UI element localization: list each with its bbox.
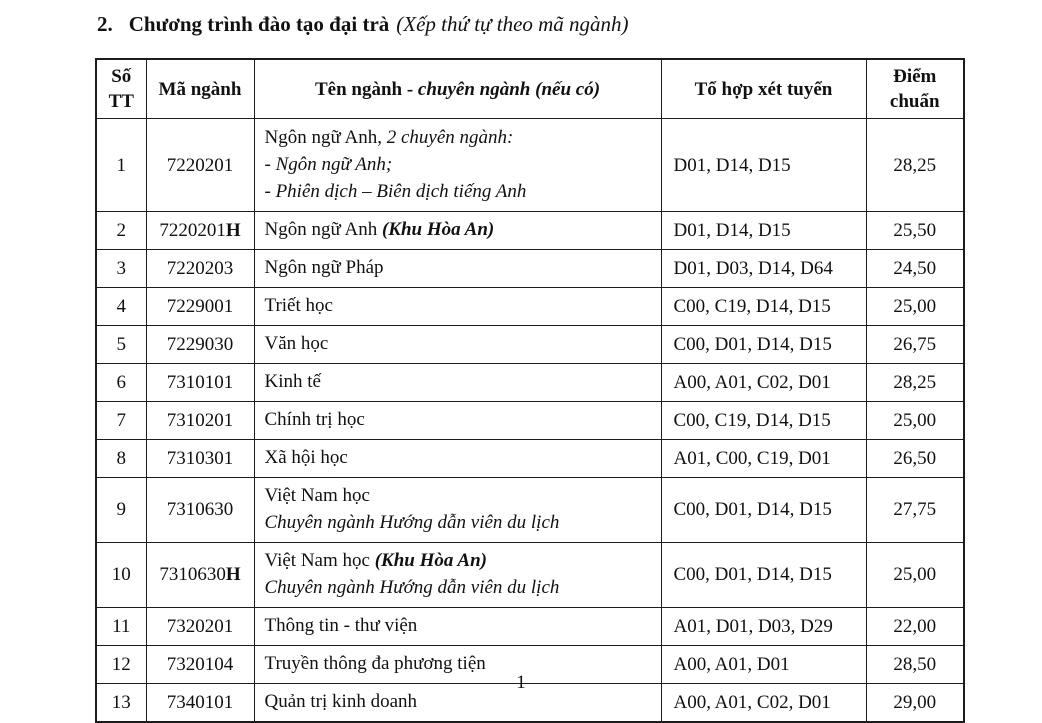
text-segment: 7229001 <box>166 296 234 318</box>
cell-code <box>146 364 254 402</box>
cell-combo: D01, D14, D15 <box>661 119 866 212</box>
text-segment: Triết học <box>264 295 333 317</box>
text-segment: - Ngôn ngữ Anh; <box>264 153 393 175</box>
cell-name <box>254 326 661 364</box>
name-line <box>265 293 653 320</box>
table-row <box>96 607 964 645</box>
cell-score: 25,50 <box>866 212 964 250</box>
cell-combo: A00, A01, D01 <box>661 645 866 683</box>
section-title-main: Chương trình đào tạo đại trà <box>128 12 390 36</box>
text-segment: 7220201 <box>159 220 226 242</box>
column-header-3 <box>661 59 866 119</box>
column-header-1 <box>146 59 254 119</box>
cell-name <box>254 607 661 645</box>
cell-combo: A01, D01, D03, D29 <box>661 607 866 645</box>
column-header-4 <box>866 59 964 119</box>
cell-name <box>254 364 661 402</box>
table-body <box>96 119 964 722</box>
cell-score: 25,00 <box>866 402 964 440</box>
cell-score: 22,00 <box>866 607 964 645</box>
text-segment: Kinh tế <box>264 371 321 393</box>
name-line <box>265 152 653 179</box>
cell-stt: 5 <box>96 326 146 364</box>
cell-code <box>146 119 254 212</box>
name-line <box>265 510 653 537</box>
cell-stt: 4 <box>96 288 146 326</box>
cell-name <box>254 212 661 250</box>
cell-code <box>146 250 254 288</box>
cell-score: 25,00 <box>866 542 964 607</box>
cell-name <box>254 542 661 607</box>
name-line <box>265 445 653 472</box>
cell-code <box>146 439 254 477</box>
cell-stt: 10 <box>96 542 146 607</box>
text-segment: (Khu Hòa An) <box>374 549 487 571</box>
name-line <box>265 483 653 510</box>
cell-name <box>254 250 661 288</box>
cell-stt: 13 <box>96 683 146 721</box>
cell-code <box>146 402 254 440</box>
text-segment: - Phiên dịch – Biên dịch tiếng Anh <box>264 180 527 202</box>
table-row <box>96 326 964 364</box>
cell-stt: 1 <box>96 119 146 212</box>
text-segment: 7310101 <box>166 371 234 393</box>
section-title <box>97 12 629 37</box>
name-line <box>265 331 653 358</box>
cell-code <box>146 607 254 645</box>
name-line <box>265 548 653 575</box>
text-segment: Chuyên ngành Hướng dẫn viên du lịch <box>264 511 560 533</box>
text-segment: Việt Nam học <box>264 549 375 571</box>
section-title-note: (Xếp thứ tự theo mã ngành) <box>396 12 629 36</box>
text-segment: Quản trị kinh doanh <box>264 690 418 712</box>
cell-score: 29,00 <box>866 683 964 721</box>
cell-code <box>146 212 254 250</box>
cell-combo: C00, C19, D14, D15 <box>661 402 866 440</box>
cell-combo: D01, D14, D15 <box>661 212 866 250</box>
table-row <box>96 250 964 288</box>
name-line <box>265 369 653 396</box>
cell-score: 28,25 <box>866 364 964 402</box>
text-segment: chuyên ngành (nếu có) <box>417 78 601 100</box>
text-segment: 7229030 <box>166 334 234 355</box>
cell-name <box>254 402 661 440</box>
text-segment: 7310630 <box>159 564 226 586</box>
text-segment: Số TT <box>108 66 134 113</box>
cell-score: 27,75 <box>866 477 964 542</box>
name-line <box>265 407 653 434</box>
cell-combo: D01, D03, D14, D64 <box>661 250 866 288</box>
cell-score: 28,25 <box>866 119 964 212</box>
cell-stt: 9 <box>96 477 146 542</box>
text-segment: Văn học <box>264 333 329 355</box>
cell-name <box>254 288 661 326</box>
text-segment: Ngôn ngữ Pháp <box>264 257 384 279</box>
text-segment: Thông tin - thư viện <box>264 614 418 636</box>
name-line <box>265 613 653 640</box>
cell-name <box>254 439 661 477</box>
name-line <box>265 575 653 602</box>
admission-scores-table <box>95 58 965 723</box>
name-line <box>265 217 653 244</box>
text-segment: (Khu Hòa An) <box>381 219 495 241</box>
text-segment: Việt Nam học <box>264 484 370 506</box>
text-segment: Tổ hợp xét tuyển <box>694 78 833 100</box>
cell-combo: C00, C19, D14, D15 <box>661 288 866 326</box>
text-segment: Ngôn ngữ Anh <box>264 219 382 241</box>
table-row <box>96 364 964 402</box>
text-segment: Chuyên ngành Hướng dẫn viên du lịch <box>264 576 560 598</box>
cell-combo: C00, D01, D14, D15 <box>661 542 866 607</box>
text-segment: H <box>225 220 241 242</box>
cell-code <box>146 288 254 326</box>
text-segment: 7310301 <box>166 447 234 469</box>
table-row <box>96 477 964 542</box>
table-row <box>96 212 964 250</box>
table-row <box>96 542 964 607</box>
text-segment: 7220201 <box>166 154 234 176</box>
cell-stt: 11 <box>96 607 146 645</box>
cell-code <box>146 477 254 542</box>
cell-stt: 8 <box>96 439 146 477</box>
column-header-0 <box>96 59 146 119</box>
text-segment: Truyền thông đa phương tiện <box>264 652 486 674</box>
cell-name <box>254 119 661 212</box>
cell-code <box>146 542 254 607</box>
cell-score: 25,00 <box>866 288 964 326</box>
text-segment: Ngôn ngữ Anh, <box>264 126 387 148</box>
cell-combo: A00, A01, C02, D01 <box>661 683 866 721</box>
table-row <box>96 402 964 440</box>
text-segment: Xã hội học <box>264 446 348 468</box>
cell-score: 24,50 <box>866 250 964 288</box>
text-segment: Tên ngành - <box>314 78 418 100</box>
text-segment: 2 chuyên ngành: <box>386 126 514 148</box>
section-number: 2. <box>97 12 113 36</box>
cell-score: 26,75 <box>866 326 964 364</box>
cell-combo: C00, D01, D14, D15 <box>661 326 866 364</box>
name-line <box>265 179 653 206</box>
text-segment: 7320201 <box>166 615 234 637</box>
cell-stt: 2 <box>96 212 146 250</box>
text-segment: 7310201 <box>166 409 234 431</box>
cell-combo: C00, D01, D14, D15 <box>661 477 866 542</box>
cell-combo: A01, C00, C19, D01 <box>661 439 866 477</box>
header-row <box>96 59 964 119</box>
cell-stt: 7 <box>96 402 146 440</box>
cell-combo: A00, A01, C02, D01 <box>661 364 866 402</box>
cell-stt: 3 <box>96 250 146 288</box>
text-segment: Mã ngành <box>158 78 242 100</box>
cell-score: 28,50 <box>866 645 964 683</box>
page-number: 1 <box>516 672 526 693</box>
cell-score: 26,50 <box>866 439 964 477</box>
cell-stt: 6 <box>96 364 146 402</box>
text-segment: 7340101 <box>166 691 234 713</box>
cell-stt: 12 <box>96 645 146 683</box>
table-row <box>96 288 964 326</box>
text-segment: H <box>225 564 241 586</box>
text-segment: Điểm chuẩn <box>889 66 940 113</box>
cell-name <box>254 477 661 542</box>
table-row <box>96 439 964 477</box>
text-segment: 7310630 <box>166 499 234 521</box>
text-segment: 7220203 <box>166 258 234 280</box>
column-header-2 <box>254 59 661 119</box>
text-segment: Chính trị học <box>264 409 365 430</box>
text-segment: 7320104 <box>166 653 234 675</box>
table-row <box>96 119 964 212</box>
name-line <box>265 255 653 282</box>
cell-code <box>146 326 254 364</box>
name-line <box>265 125 653 152</box>
